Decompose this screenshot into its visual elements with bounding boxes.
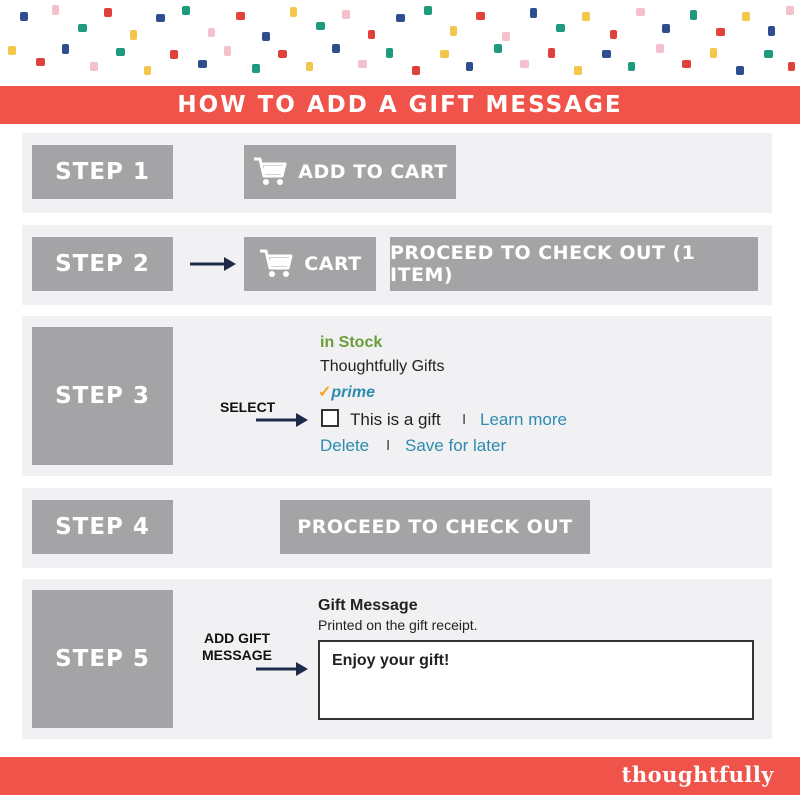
callout-line-2: MESSAGE bbox=[202, 647, 273, 663]
arrow-icon bbox=[254, 411, 310, 429]
step-4-label: STEP 4 bbox=[32, 500, 173, 554]
step-5-row bbox=[22, 579, 772, 739]
step-1-label: STEP 1 bbox=[32, 145, 173, 199]
separator: I bbox=[386, 437, 391, 454]
arrow-icon bbox=[254, 660, 310, 678]
gift-checkbox[interactable] bbox=[321, 409, 339, 427]
prime-badge: ✓prime bbox=[318, 384, 375, 401]
stock-status: in Stock bbox=[320, 334, 383, 351]
confetti-decoration bbox=[0, 0, 800, 90]
step-2-label: STEP 2 bbox=[32, 237, 173, 291]
delete-link[interactable]: Delete bbox=[320, 436, 370, 455]
proceed-to-checkout-item-button[interactable]: PROCEED TO CHECK OUT (1 ITEM) bbox=[390, 237, 758, 291]
separator: I bbox=[462, 411, 467, 428]
gift-message-title: Gift Message bbox=[318, 597, 418, 614]
cart-label: CART bbox=[304, 253, 362, 275]
step-3-row bbox=[22, 316, 772, 476]
brand-logo: thoughtfully bbox=[621, 762, 774, 787]
step-5-label: STEP 5 bbox=[32, 590, 173, 728]
learn-more-link[interactable]: Learn more bbox=[480, 410, 567, 429]
step-2-row bbox=[22, 225, 772, 305]
cart-icon bbox=[252, 156, 288, 188]
footer bbox=[0, 757, 800, 795]
prime-check-icon: ✓ bbox=[318, 384, 332, 401]
callout-line-1: ADD GIFT bbox=[203, 630, 271, 646]
save-for-later-link[interactable]: Save for later bbox=[405, 436, 507, 455]
gift-message-input[interactable]: Enjoy your gift! bbox=[318, 640, 754, 720]
add-gift-message-callout bbox=[202, 630, 272, 664]
seller-name: Thoughtfully Gifts bbox=[320, 358, 445, 375]
step-1-row bbox=[22, 133, 772, 213]
page-title: HOW TO ADD A GIFT MESSAGE bbox=[0, 86, 800, 124]
gift-message-subtitle: Printed on the gift receipt. bbox=[318, 617, 478, 633]
add-to-cart-button[interactable] bbox=[244, 145, 456, 199]
add-to-cart-label: ADD TO CART bbox=[298, 161, 448, 183]
arrow-icon bbox=[188, 255, 238, 273]
step-4-row bbox=[22, 488, 772, 568]
cart-icon bbox=[258, 248, 294, 280]
select-callout: SELECT bbox=[220, 399, 276, 415]
gift-label: This is a gift bbox=[350, 410, 441, 429]
proceed-to-checkout-button[interactable]: PROCEED TO CHECK OUT bbox=[280, 500, 590, 554]
cart-button[interactable] bbox=[244, 237, 376, 291]
step-3-label: STEP 3 bbox=[32, 327, 173, 465]
